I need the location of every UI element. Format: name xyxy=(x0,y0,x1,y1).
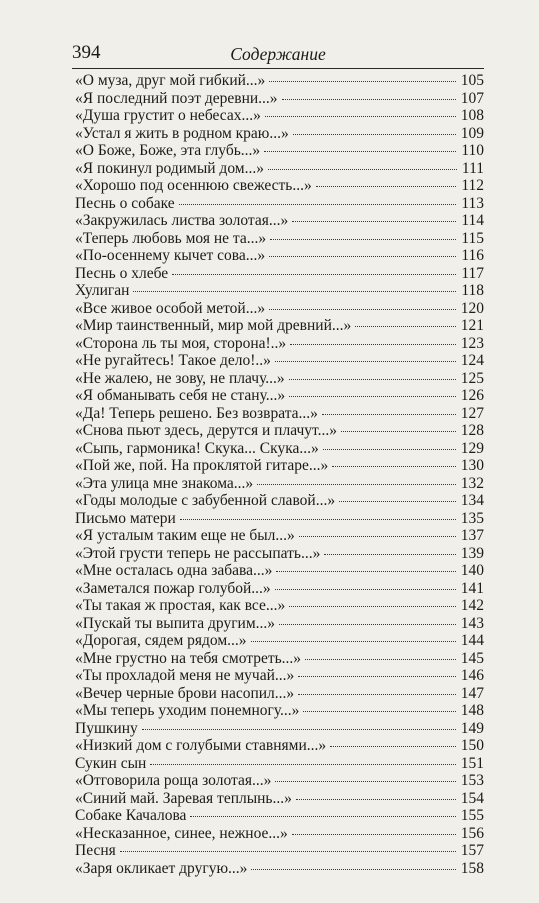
toc-entry-title: Собаке Качалова xyxy=(75,807,187,824)
toc-entry-page-number: 105 xyxy=(460,72,484,89)
dot-leader xyxy=(293,134,456,135)
dot-leader xyxy=(316,186,457,187)
dot-leader xyxy=(298,676,455,677)
toc-entry-title: «Заметался пожар голубой...» xyxy=(75,579,271,597)
toc-entry-page-number: 142 xyxy=(460,597,484,614)
toc-entry-title: «Отговорила роща золотая...» xyxy=(75,772,272,789)
toc-entry xyxy=(75,405,484,423)
dot-leader xyxy=(150,764,455,765)
toc-entry xyxy=(75,300,484,318)
dot-leader xyxy=(172,274,456,275)
toc-entry-page-number: 120 xyxy=(460,299,484,317)
toc-entry-page-number: 116 xyxy=(461,247,484,264)
dot-leader xyxy=(133,291,456,292)
dot-leader xyxy=(257,484,456,485)
section-title: Содержание xyxy=(230,44,326,64)
toc-entry-page-number: 115 xyxy=(461,229,484,247)
dot-leader xyxy=(355,326,456,327)
toc-entry xyxy=(75,790,484,808)
toc-entry xyxy=(75,247,484,265)
toc-entry-page-number: 124 xyxy=(460,352,484,369)
toc-entry xyxy=(75,90,484,108)
dot-leader xyxy=(275,589,456,590)
dot-leader xyxy=(324,554,455,555)
toc-entry xyxy=(75,387,484,405)
toc-entry-title: «Пускай ты выпита другим...» xyxy=(75,614,276,632)
toc-entry-title: Хулиган xyxy=(75,282,130,299)
dot-leader xyxy=(330,746,456,747)
dot-leader xyxy=(264,151,456,152)
dot-leader xyxy=(270,239,456,240)
toc-entry-title: «Пой же, пой. На проклятой гитаре...» xyxy=(75,457,329,474)
toc-entry-title: «По-осеннему кычет сова...» xyxy=(75,247,266,264)
toc-entry-title: «Мир таинственный, мир мой древний...» xyxy=(75,317,352,334)
toc-entry-page-number: 129 xyxy=(460,439,484,457)
toc-entry-title: «Душа грустит о небесах...» xyxy=(75,107,261,124)
toc-entry-title: «Эта улица мне знакома...» xyxy=(75,474,254,492)
toc-entry-title: «Да! Теперь решено. Без возврата...» xyxy=(75,404,318,422)
toc-entry xyxy=(75,720,484,738)
toc-entry-page-number: 153 xyxy=(460,772,484,789)
toc-entry-title: Песнь о собаке xyxy=(75,194,175,212)
toc-entry xyxy=(75,510,484,528)
dot-leader xyxy=(275,781,455,782)
toc-entry xyxy=(75,230,484,248)
toc-entry-page-number: 137 xyxy=(460,527,484,544)
dot-leader xyxy=(296,799,456,800)
toc-entry-title: «Сыпь, гармоника! Скука... Скука...» xyxy=(75,439,319,457)
toc-entry-title: «Ты такая ж простая, как все...» xyxy=(75,597,286,614)
dot-leader xyxy=(282,99,456,100)
toc-entry xyxy=(75,125,484,143)
toc-entry xyxy=(75,282,484,300)
toc-entry-title: «Синий май. Заревая теплынь...» xyxy=(75,789,292,807)
toc-entry-page-number: 123 xyxy=(460,334,484,352)
dot-leader xyxy=(290,344,456,345)
toc-entry xyxy=(75,667,484,685)
toc-entry xyxy=(75,160,484,178)
dot-leader xyxy=(251,641,456,642)
toc-entry-page-number: 132 xyxy=(460,474,484,492)
toc-entry xyxy=(75,335,484,353)
table-of-contents xyxy=(75,72,484,877)
dot-leader xyxy=(341,431,456,432)
dot-leader xyxy=(292,834,456,835)
toc-entry-title: «Мы теперь уходим понемногу...» xyxy=(75,702,300,719)
toc-entry xyxy=(75,842,484,860)
dot-leader xyxy=(323,449,456,450)
dot-leader xyxy=(251,869,455,870)
toc-entry-title: «Дорогая, сядем рядом...» xyxy=(75,632,247,649)
dot-leader xyxy=(339,501,456,502)
toc-entry-title: «Сторона ль ты моя, сторона!..» xyxy=(75,334,287,352)
toc-entry-page-number: 150 xyxy=(460,737,484,754)
toc-entry-page-number: 107 xyxy=(460,89,484,107)
toc-entry-title: Сукин сын xyxy=(75,754,147,772)
toc-entry xyxy=(75,195,484,213)
toc-entry-title: «Я последний поэт деревни...» xyxy=(75,89,278,107)
toc-entry-title: «Хорошо под осеннюю свежесть...» xyxy=(75,177,312,194)
toc-entry xyxy=(75,825,484,843)
toc-entry xyxy=(75,650,484,668)
toc-entry-title: «Этой грусти теперь не рассыпать...» xyxy=(75,544,321,562)
toc-entry-page-number: 130 xyxy=(460,457,484,474)
toc-entry-title: Письмо матери xyxy=(75,509,176,527)
toc-entry xyxy=(75,492,484,510)
toc-entry xyxy=(75,597,484,615)
toc-entry-page-number: 154 xyxy=(460,789,484,807)
toc-entry-page-number: 140 xyxy=(460,562,484,579)
toc-entry-page-number: 141 xyxy=(460,579,484,597)
toc-entry-page-number: 128 xyxy=(460,422,484,439)
toc-entry-page-number: 121 xyxy=(460,317,484,334)
dot-leader xyxy=(299,536,456,537)
dot-leader xyxy=(120,851,456,852)
toc-entry xyxy=(75,212,484,230)
toc-entry-title: «Я покинул родимый дом...» xyxy=(75,159,264,177)
toc-entry-page-number: 109 xyxy=(460,124,484,142)
toc-entry-page-number: 143 xyxy=(460,614,484,632)
dot-leader xyxy=(305,659,456,660)
toc-entry-title: «О Боже, Боже, эта глубь...» xyxy=(75,142,261,159)
toc-entry-page-number: 117 xyxy=(461,264,484,282)
toc-entry-page-number: 114 xyxy=(461,212,484,229)
dot-leader xyxy=(275,361,456,362)
toc-entry-page-number: 112 xyxy=(461,177,484,194)
dot-leader xyxy=(265,116,456,117)
toc-entry-page-number: 157 xyxy=(460,842,484,859)
toc-entry-page-number: 147 xyxy=(460,684,484,702)
toc-entry-page-number: 139 xyxy=(460,544,484,562)
toc-entry xyxy=(75,562,484,580)
dot-leader xyxy=(292,221,456,222)
toc-entry xyxy=(75,317,484,335)
toc-entry-page-number: 127 xyxy=(460,404,484,422)
toc-entry xyxy=(75,807,484,825)
dot-leader xyxy=(269,81,455,82)
toc-entry-title: «Несказанное, синее, нежное...» xyxy=(75,824,288,842)
toc-entry-page-number: 155 xyxy=(460,807,484,824)
dot-leader xyxy=(289,606,455,607)
toc-entry-title: Песнь о хлебе xyxy=(75,264,169,282)
toc-entry xyxy=(75,615,484,633)
toc-entry-page-number: 144 xyxy=(460,632,484,649)
toc-entry-title: «Я усталым таким еще не был...» xyxy=(75,527,295,544)
toc-entry xyxy=(75,772,484,790)
toc-entry xyxy=(75,142,484,160)
dot-leader xyxy=(268,169,457,170)
toc-entry-page-number: 148 xyxy=(460,702,484,719)
dot-leader xyxy=(289,379,456,380)
toc-entry xyxy=(75,475,484,493)
toc-entry xyxy=(75,72,484,90)
toc-entry-page-number: 134 xyxy=(460,492,484,509)
toc-entry xyxy=(75,422,484,440)
toc-entry xyxy=(75,632,484,650)
toc-entry-page-number: 146 xyxy=(460,667,484,684)
toc-entry-title: «Мне осталась одна забава...» xyxy=(75,562,273,579)
dot-leader xyxy=(279,624,456,625)
toc-entry-page-number: 125 xyxy=(460,369,484,387)
toc-entry xyxy=(75,440,484,458)
page-number: 394 xyxy=(72,42,101,63)
toc-entry xyxy=(75,107,484,125)
toc-entry-title: «О муза, друг мой гибкий...» xyxy=(75,72,266,89)
page-header xyxy=(72,38,484,69)
toc-entry-title: «Не ругайтесь! Такое дело!..» xyxy=(75,352,271,369)
toc-entry-page-number: 111 xyxy=(461,159,484,177)
toc-entry xyxy=(75,580,484,598)
dot-leader xyxy=(303,711,455,712)
toc-entry-title: «Не жалею, не зову, не плачу...» xyxy=(75,369,285,387)
toc-entry-title: «Мне грустно на тебя смотреть...» xyxy=(75,649,302,667)
toc-entry-title: «Годы молодые с забубенной славой...» xyxy=(75,492,336,509)
dot-leader xyxy=(322,414,456,415)
toc-entry-page-number: 156 xyxy=(460,824,484,842)
toc-entry-page-number: 110 xyxy=(461,142,484,159)
dot-leader xyxy=(269,309,456,310)
toc-entry-page-number: 113 xyxy=(461,194,484,212)
dot-leader xyxy=(190,816,455,817)
dot-leader xyxy=(180,519,456,520)
toc-entry-page-number: 126 xyxy=(460,387,484,404)
dot-leader xyxy=(289,396,456,397)
toc-entry-page-number: 135 xyxy=(460,509,484,527)
toc-entry-page-number: 158 xyxy=(460,859,484,877)
toc-entry xyxy=(75,527,484,545)
toc-entry-title: «Ты прохладой меня не мучай...» xyxy=(75,667,295,684)
toc-entry xyxy=(75,685,484,703)
toc-entry-title: «Теперь любовь моя не та...» xyxy=(75,229,267,247)
toc-entry-title: «Я обманывать себя не стану...» xyxy=(75,387,286,404)
toc-entry xyxy=(75,545,484,563)
toc-entry-title: Песня xyxy=(75,842,116,859)
toc-entry-title: Пушкину xyxy=(75,719,138,737)
toc-entry xyxy=(75,457,484,475)
toc-entry-page-number: 151 xyxy=(460,754,484,772)
dot-leader xyxy=(269,256,456,257)
toc-entry-page-number: 118 xyxy=(461,282,484,299)
dot-leader xyxy=(179,204,457,205)
toc-entry-title: «Вечер черные брови насопил...» xyxy=(75,684,295,702)
toc-entry-page-number: 145 xyxy=(460,649,484,667)
toc-entry xyxy=(75,860,484,878)
dot-leader xyxy=(276,571,455,572)
toc-entry-title: «Снова пьют здесь, дерутся и плачут...» xyxy=(75,422,337,439)
toc-entry xyxy=(75,177,484,195)
toc-entry-title: «Низкий дом с голубыми ставнями...» xyxy=(75,737,327,754)
toc-entry xyxy=(75,755,484,773)
toc-entry-title: «Все живое особой метой...» xyxy=(75,299,266,317)
dot-leader xyxy=(142,729,456,730)
toc-entry-title: «Закружилась листва золотая...» xyxy=(75,212,289,229)
toc-entry xyxy=(75,702,484,720)
toc-entry-page-number: 108 xyxy=(460,107,484,124)
toc-entry-page-number: 149 xyxy=(460,719,484,737)
dot-leader xyxy=(332,466,456,467)
toc-entry xyxy=(75,370,484,388)
toc-entry-title: «Устал я жить в родном краю...» xyxy=(75,124,289,142)
dot-leader xyxy=(298,694,456,695)
toc-entry xyxy=(75,265,484,283)
toc-entry-title: «Заря окликает другую...» xyxy=(75,859,248,877)
toc-entry xyxy=(75,352,484,370)
toc-entry xyxy=(75,737,484,755)
